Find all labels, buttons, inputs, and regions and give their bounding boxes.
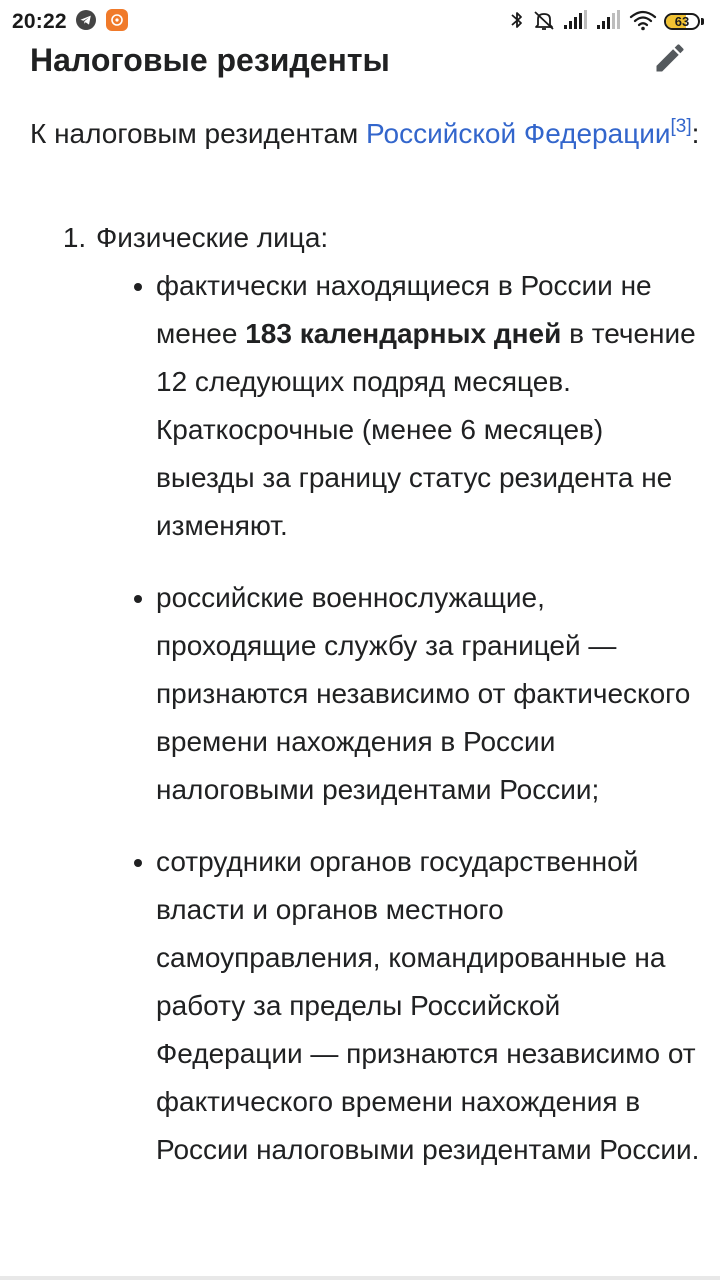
bottom-edge xyxy=(0,1276,720,1280)
signal-icon xyxy=(563,9,589,36)
intro-text: К налоговым резидентам xyxy=(30,118,367,149)
residents-list xyxy=(30,214,700,1174)
russian-federation-link[interactable]: Российской Федерации xyxy=(366,118,671,149)
battery-level: 63 xyxy=(674,14,690,29)
individuals-sublist xyxy=(96,262,700,1174)
list-item-label: Физические лица: xyxy=(96,222,329,253)
bullet-text: сотрудники органов государственной власти и органов местного самоуправления, командированные на работу за пределы Российской Федерации — признаются независимо от фактического времени нахождения в России налоговыми резидентами России. xyxy=(156,846,700,1165)
list-item-individuals xyxy=(94,214,700,1174)
notification-icons xyxy=(75,8,129,37)
mi-app-icon xyxy=(105,8,129,37)
signal-icon xyxy=(596,9,622,36)
bullet-text: российские военнослужащие, проходящие службу за границей — признаются независимо от фактического времени нахождения в России налоговыми резидентами России; xyxy=(156,582,691,805)
list-item xyxy=(156,262,700,550)
system-icons xyxy=(509,8,706,37)
telegram-icon xyxy=(75,9,97,36)
battery-icon xyxy=(664,12,706,32)
list-item xyxy=(156,574,700,814)
wifi-icon xyxy=(629,9,657,36)
pencil-icon xyxy=(652,40,688,81)
intro-colon: : xyxy=(691,118,700,149)
section-title: Налоговые резиденты xyxy=(30,41,390,78)
bullet-text: фактически находящиеся в России не менее xyxy=(156,270,652,349)
bluetooth-icon xyxy=(509,8,525,37)
edit-section-button[interactable] xyxy=(650,40,690,80)
bullet-text: в течение 12 следующих подряд месяцев. Краткосрочные (менее 6 месяцев) выезды за границу статус резидента не изменяют. xyxy=(156,318,696,541)
bullet-bold-text: 183 календарных дней xyxy=(245,318,562,349)
intro-paragraph xyxy=(30,110,700,158)
section-header xyxy=(30,38,690,82)
status-time: 20:22 xyxy=(12,10,67,33)
mute-icon xyxy=(532,8,556,37)
article-content xyxy=(30,110,700,1198)
reference-link-3[interactable]: [3] xyxy=(670,116,692,137)
list-item xyxy=(156,838,700,1174)
